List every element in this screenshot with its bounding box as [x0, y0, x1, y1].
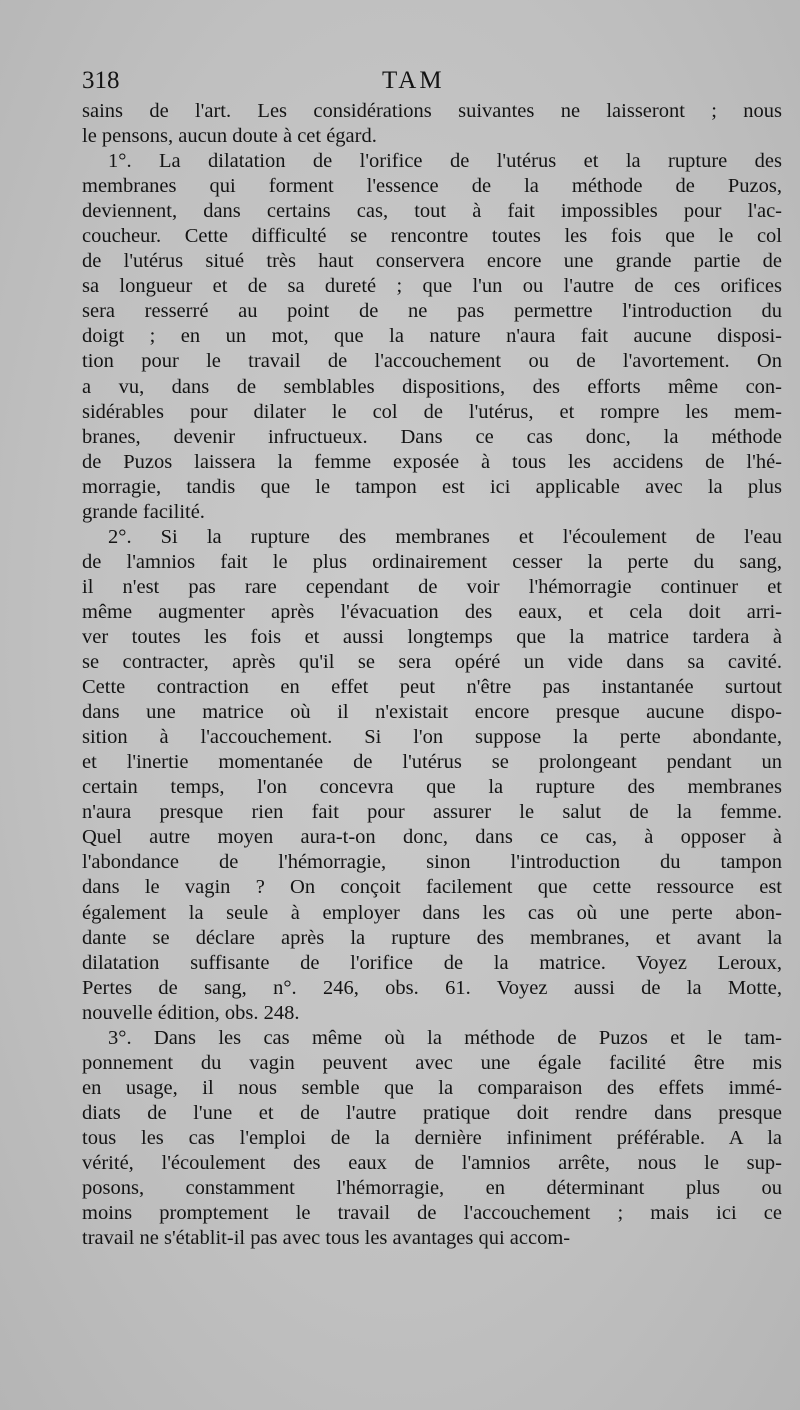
text-line: en usage, il nous semble que la comparaison des effets immé- [82, 1076, 782, 1099]
text-line: dante se déclare après la rupture des membranes, et avant la [82, 926, 782, 949]
text-line: certain temps, l'on concevra que la rupture des membranes [82, 776, 782, 799]
text-line: le pensons, aucun doute à cet égard. [82, 125, 377, 148]
text-line: sera resserré au point de ne pas permettre l'introduction du [82, 300, 782, 323]
text-line: sition à l'accouchement. Si l'on suppose la perte abondante, [82, 726, 782, 749]
text-line: moins promptement le travail de l'accouchement ; mais ici ce [82, 1202, 782, 1225]
text-line: dans le vagin ? On conçoit facilement que cette ressource est [82, 876, 782, 899]
page-number: 318 [82, 67, 120, 94]
text-line: même augmenter après l'évacuation des eaux, et cela doit arri- [82, 600, 782, 623]
text-line: 2°. Si la rupture des membranes et l'écoulement de l'eau [108, 525, 782, 548]
text-line: sains de l'art. Les considérations suivantes ne laisseront ; nous [82, 100, 782, 122]
text-line: dans une matrice où il n'existait encore presque aucune dispo- [82, 701, 782, 724]
text-line: ponnement du vagin peuvent avec une égale facilité être mis [82, 1051, 782, 1074]
text-line: dilatation suffisante de l'orifice de la matrice. Voyez Leroux, [82, 951, 782, 974]
text-line: travail ne s'établit-il pas avec tous les avantages qui accom- [82, 1227, 571, 1250]
text-line: membranes qui forment l'essence de la méthode de Puzos, [82, 175, 782, 198]
text-line: Cette contraction en effet peut n'être pas instantanée surtout [82, 676, 782, 699]
body-text [82, 99, 782, 1251]
text-line: coucheur. Cette difficulté se rencontre toutes les fois que le col [82, 225, 782, 248]
text-line: il n'est pas rare cependant de voir l'hémorragie continuer et [82, 575, 782, 598]
text-line: sa longueur et de sa dureté ; que l'un ou l'autre de ces orifices [82, 275, 782, 298]
text-line: tous les cas l'emploi de la dernière infiniment préférable. A la [82, 1126, 782, 1149]
text-line: de Puzos laissera la femme exposée à tous les accidens de l'hé- [82, 450, 782, 473]
text-line: sidérables pour dilater le col de l'utérus, et rompre les mem- [82, 400, 782, 423]
text-line: diats de l'une et de l'autre pratique doit rendre dans presque [82, 1101, 782, 1124]
text-line: Pertes de sang, n°. 246, obs. 61. Voyez aussi de la Motte, [82, 976, 782, 999]
text-line: grande facilité. [82, 500, 205, 523]
text-line: se contracter, après qu'il se sera opéré un vide dans sa cavité. [82, 651, 782, 674]
text-line: morragie, tandis que le tampon est ici applicable avec la plus [82, 475, 782, 498]
text-line: ver toutes les fois et aussi longtemps que la matrice tardera à [82, 625, 782, 648]
text-line: tion pour le travail de l'accouchement ou de l'avortement. On [82, 350, 782, 373]
text-line: deviennent, dans certains cas, tout à fait impossibles pour l'ac- [82, 200, 782, 223]
text-line: et l'inertie momentanée de l'utérus se prolongeant pendant un [82, 751, 782, 774]
text-line: vérité, l'écoulement des eaux de l'amnios arrête, nous le sup- [82, 1151, 782, 1174]
text-line: de l'amnios fait le plus ordinairement cesser la perte du sang, [82, 550, 782, 573]
text-line: a vu, dans de semblables dispositions, des efforts même con- [82, 375, 782, 398]
text-line: doigt ; en un mot, que la nature n'aura fait aucune disposi- [82, 325, 782, 348]
text-line: l'abondance de l'hémorragie, sinon l'introduction du tampon [82, 851, 782, 874]
text-line: n'aura presque rien fait pour assurer le salut de la femme. [82, 801, 782, 824]
text-line: nouvelle édition, obs. 248. [82, 1001, 300, 1024]
text-line: branes, devenir infructueux. Dans ce cas donc, la méthode [82, 425, 782, 448]
book-page [82, 64, 782, 1251]
text-line: de l'utérus situé très haut conservera encore une grande partie de [82, 250, 782, 273]
text-line: 3°. Dans les cas même où la méthode de Puzos et le tam- [108, 1026, 782, 1049]
text-line: posons, constamment l'hémorragie, en déterminant plus ou [82, 1177, 782, 1200]
text-line: 1°. La dilatation de l'orifice de l'utérus et la rupture des [108, 150, 782, 173]
text-line: Quel autre moyen aura-t-on donc, dans ce cas, à opposer à [82, 826, 782, 849]
running-head: TAM [382, 67, 445, 94]
text-line: également la seule à employer dans les cas où une perte abon- [82, 901, 782, 924]
page-header [82, 64, 782, 98]
